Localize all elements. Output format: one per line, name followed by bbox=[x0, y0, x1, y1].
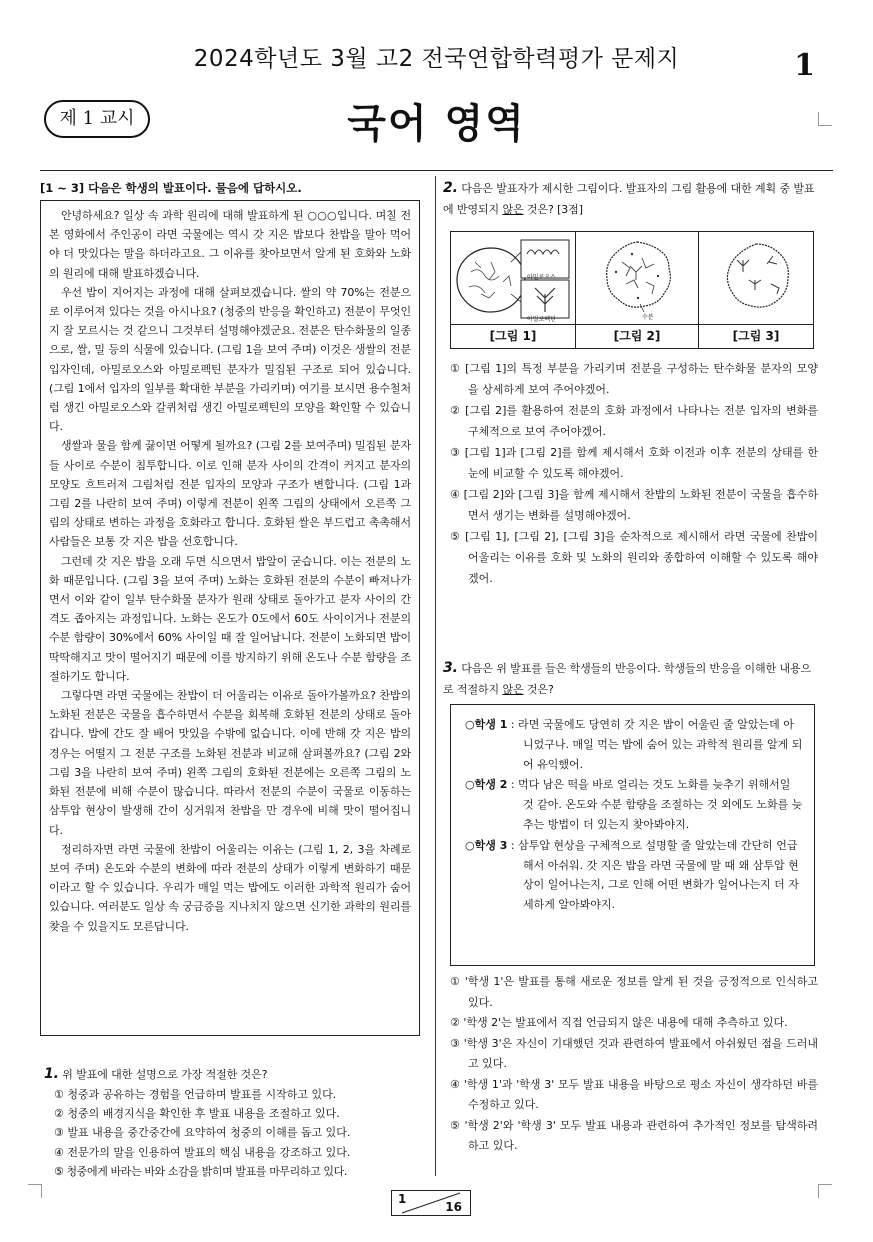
student-name: 학생 1 bbox=[474, 718, 508, 731]
passage-box bbox=[40, 200, 420, 1036]
passage-paragraph: 정리하자면 라면 국물에 찬밥이 어울리는 이유는 (그림 1, 2, 3을 차례로 보여 주며) 온도와 수분의 변화에 따라 전분의 상태가 이렇게 변화하기 때문이라고 할 수 있습니다. 우리가 매일 먹는 밥에도 이러한 과학적 원리가 숨어 있습니다. 여러분도 일상 속 궁금증을 지나치지 않으면 신기한 과학의 원리를 찾을 수 있을지도 모른답니다. bbox=[49, 842, 411, 933]
figure-3-retrograded-granule bbox=[699, 232, 813, 324]
option[interactable]: ③ 발표 내용을 중간중간에 요약하여 청중의 이해를 돕고 있다. bbox=[54, 1126, 351, 1140]
set-title: [1 ~ 3] 다음은 학생의 발표이다. 물음에 답하시오. bbox=[40, 181, 302, 195]
student-responses-box bbox=[450, 704, 815, 966]
question-2-stem bbox=[443, 178, 818, 220]
question-stem-underline: 않은 bbox=[502, 683, 524, 696]
figure-2-gelatinized-granule bbox=[576, 232, 698, 324]
question-1 bbox=[44, 1064, 424, 1181]
option[interactable]: ③ '학생 3'은 자신이 기대했던 것과 관련하여 발표에서 아쉬웠던 점을 드러내고 있다. bbox=[450, 1036, 818, 1070]
question-3-options bbox=[450, 972, 818, 1157]
exam-title: 2024학년도 3월 고2 전국연합학력평가 문제지 bbox=[193, 46, 680, 72]
student-response: ○학생 1 : 라면 국물에도 당연히 갓 지은 밥이 어울린 줄 알았는데 아니었구나. 매일 먹는 밥에 숨어 있는 과학적 원리를 알게 되어 유익했어. bbox=[465, 718, 803, 771]
option[interactable]: ① '학생 1'은 발표를 통해 새로운 정보를 알게 된 것을 긍정적으로 인식하고 있다. bbox=[450, 975, 818, 1009]
student-name: 학생 2 bbox=[474, 778, 508, 792]
figure-2-cell bbox=[576, 232, 699, 348]
period-badge: 제 1 교시 bbox=[44, 100, 150, 138]
current-page: 1 bbox=[398, 1192, 407, 1206]
option[interactable]: ② [그림 2]를 활용하여 전분의 호화 과정에서 나타나는 전분 입자의 변화를 구체적으로 보여 주어야겠어. bbox=[450, 404, 818, 438]
corner-mark-top-right bbox=[818, 112, 832, 126]
student-text: : 먹다 남은 떡을 바로 얼리는 것도 노화를 늦추기 위해서일 것 같아. 온도와 수분 함량을 조절하는 것 외에도 노화를 늦추는 방법이 더 있는지 찾아봐야지. bbox=[510, 778, 803, 831]
figure-label: 아밀로오스 bbox=[527, 274, 556, 281]
column-divider bbox=[435, 176, 436, 1176]
question-stem-part: 다음은 발표자가 제시한 그림이다. 발표자의 그림 활용에 대한 계획 중 발표에 반영되지 bbox=[443, 182, 815, 216]
question-number: 2. bbox=[443, 180, 458, 196]
question-stem: 위 발표에 대한 설명으로 가장 적절한 것은? bbox=[62, 1068, 268, 1081]
question-stem-part: 다음은 위 발표를 들은 학생들의 반응이다. 학생들의 반응을 이해한 내용으로 적절하지 bbox=[443, 662, 812, 696]
corner-mark-bottom-right bbox=[818, 1184, 832, 1198]
option[interactable]: ④ 전문가의 말을 인용하여 발표의 핵심 내용을 강조하고 있다. bbox=[54, 1145, 351, 1159]
option[interactable]: ③ [그림 1]과 [그림 2]를 함께 제시해서 호화 이전과 이후 전분의 상태를 한눈에 비교할 수 있도록 해야겠어. bbox=[450, 446, 818, 480]
figure-caption: [그림 1] bbox=[451, 324, 575, 348]
passage-paragraph: 우선 밥이 지어지는 과정에 대해 살펴보겠습니다. 쌀의 약 70%는 전분으로 이루어져 있다는 것을 아시나요? (청중의 반응을 확인하고) 전분이 무엇인지 잘 모르시는 것 같으니 그것부터 설명해야겠군요. 전분은 탄수화물의 일종으로, 쌀, 밀 등의 식물에 있습니다. (그림 1을 보여 주며) 이것은 생쌀의 전분 입자인데, 아밀로오스와 아밀로펙틴 분자가 밀집된 구조로 되어 있습니다. (그림 1에서 입자의 일부를 확대한 부분을 가리키며) 여기를 보시면 용수철처럼 생긴 아밀로오스와 갈퀴처럼 생긴 아밀로펙틴의 모양을 확인할 수 있습니다. bbox=[49, 285, 411, 434]
passage-paragraph: 그런데 갓 지은 밥을 오래 두면 식으면서 밥알이 굳습니다. 이는 전분의 노화 때문입니다. (그림 3을 보여 주며) 노화는 호화된 전분의 수분이 빠져나가면서 이와 같이 일부 탄수화물 분자가 원래 상태로 돌아가고 분자 사이의 간격도 좁아지는 과정입니다. 노화는 온도가 0도에서 60도 사이이거나 전분의 수분 함량이 30%에서 60% 사이일 때 잘 일어납니다. 전분이 노화되면 밥이 딱딱해지고 맛이 떨어지기 때문에 이를 방지하기 위해 온도나 수분 함량을 조절하기도 합니다. bbox=[49, 554, 411, 683]
page-number: 1 bbox=[794, 48, 815, 83]
student-text: : 삼투압 현상을 구체적으로 설명할 줄 알았는데 간단히 언급해서 아쉬워. 갓 지은 밥을 라면 국물에 말 때 왜 삼투압 현상이 일어나는지, 그로 인해 어떤 변화가 일어나는지 더 자세하게 알아봐야지. bbox=[510, 838, 799, 912]
subject-title: 국어 영역 bbox=[347, 101, 526, 147]
student-response: ○학생 2 : 먹다 남은 떡을 바로 얼리는 것도 노화를 늦추기 위해서일 것 같아. 온도와 수분 함량을 조절하는 것 외에도 노화를 늦추는 방법이 더 있는지 찾아봐야지. bbox=[465, 778, 803, 831]
passage-paragraph: 생쌀과 물을 함께 끓이면 어떻게 될까요? (그림 2를 보여주며) 밀집된 분자들 사이로 수분이 침투합니다. 이로 인해 분자 사이의 간격이 커지고 분자의 모양도 흐트러져 그림처럼 전분 입자의 모양과 구조가 변합니다. (그림 1과 그림 2를 나란히 보여 주며) 이렇게 전분이 왼쪽 그림의 상태에서 오른쪽 그림의 상태로 변하는 과정을 호화라고 합니다. 호화된 쌀은 부드럽고 촉촉해서 사람들은 보통 갓 지은 밥을 선호합니다. bbox=[49, 439, 411, 549]
option[interactable]: ④ [그림 2]와 [그림 3]을 함께 제시해서 찬밥의 노화된 전분이 국물을 흡수하면서 생기는 변화를 설명해야겠어. bbox=[450, 488, 818, 522]
question-stem-underline: 않은 bbox=[502, 203, 524, 216]
corner-mark-bottom-left bbox=[28, 1184, 42, 1198]
option[interactable]: ⑤ '학생 2'와 '학생 3' 모두 발표 내용과 관련하여 추가적인 정보를 탐색하려 하고 있다. bbox=[450, 1118, 818, 1152]
option[interactable]: ⑤ 청중에게 바라는 바와 소감을 밝히며 발표를 마무리하고 있다. bbox=[54, 1164, 347, 1178]
figure-3-cell bbox=[699, 232, 813, 348]
question-stem-part: 것은? [3점] bbox=[523, 203, 583, 216]
figure-caption: [그림 2] bbox=[576, 324, 698, 348]
question-stem-part: 것은? bbox=[523, 683, 554, 696]
option[interactable]: ① 청중과 공유하는 경험을 언급하며 발표를 시작하고 있다. bbox=[54, 1088, 337, 1101]
option[interactable]: ② 청중의 배경지식을 확인한 후 발표 내용을 조절하고 있다. bbox=[54, 1107, 340, 1121]
header-rule bbox=[40, 170, 833, 171]
student-response: ○학생 3 : 삼투압 현상을 구체적으로 설명할 줄 알았는데 간단히 언급해서 아쉬워. 갓 지은 밥을 라면 국물에 말 때 왜 삼투압 현상이 일어나는지, 그로 인해 어떤 변화가 일어나는지 더 자세하게 알아봐야지. bbox=[465, 838, 799, 912]
option[interactable]: ② '학생 2'는 발표에서 직접 언급되지 않은 내용에 대해 추측하고 있다. bbox=[450, 1016, 788, 1029]
passage-paragraph: 안녕하세요? 일상 속 과학 원리에 대해 발표하게 된 ○○○입니다. 며칠 전 본 영화에서 주인공이 라면 국물에는 역시 갓 지은 밥보다 찬밥을 말아 먹어야 더 맛있다는 말을 하더라고요. 그 이유를 찾아보면서 알게 된 호화와 노화의 원리에 대해 발표하겠습니다. bbox=[49, 209, 411, 280]
passage-paragraph: 그렇다면 라면 국물에는 찬밥이 더 어울리는 이유로 돌아가볼까요? 찬밥의 노화된 전분은 국물을 흡수하면서 수분을 회복해 호화된 전분의 상태로 돌아갑니다. 밥에 간도 잘 배어 맛있을 수밖에 없습니다. 이에 반해 갓 지은 밥의 경우는 어떨지 그 전분 구조를 노화된 전분과 비교해 살펴볼까요? (그림 2와 그림 3을 나란히 보여 주며) 왼쪽 그림의 호화된 전분에는 오른쪽 그림의 노화된 전분에 비해 수분이 많습니다. 따라서 전분의 수분이 국물로 이동하는 삼투압 현상이 발생해 간이 싱거워져 찬밥을 만 경우에 비해 맛이 떨어집니다. bbox=[49, 689, 411, 837]
student-text: : 라면 국물에도 당연히 갓 지은 밥이 어울린 줄 알았는데 아니었구나. 매일 먹는 밥에 숨어 있는 과학적 원리를 알게 되어 유익했어. bbox=[510, 718, 803, 771]
option[interactable]: ⑤ [그림 1], [그림 2], [그림 3]을 순차적으로 제시해서 라면 국물에 찬밥이 어울리는 이유를 호화 및 노화의 원리와 종합하여 이해할 수 있도록 해야겠어. bbox=[450, 530, 818, 585]
question-3-stem bbox=[443, 658, 818, 700]
option[interactable]: ④ '학생 1'과 '학생 3' 모두 발표 내용을 바탕으로 평소 자신이 생각하던 바를 수정하고 있다. bbox=[450, 1077, 818, 1111]
question-2-options bbox=[450, 358, 818, 589]
question-number: 1. bbox=[44, 1066, 59, 1082]
figure-table bbox=[450, 231, 814, 349]
total-pages: 16 bbox=[445, 1200, 462, 1214]
figure-1-cell bbox=[451, 232, 576, 348]
student-name: 학생 3 bbox=[474, 838, 508, 852]
page-indicator bbox=[391, 1190, 471, 1216]
question-number: 3. bbox=[443, 660, 458, 676]
option[interactable]: ① [그림 1]의 특정 부분을 가리키며 전분을 구성하는 탄수화물 분자의 모양을 상세하게 보여 주어야겠어. bbox=[450, 362, 818, 396]
figure-1-starch-granule bbox=[451, 232, 575, 324]
figure-label: 수분 bbox=[642, 314, 654, 321]
figure-caption: [그림 3] bbox=[699, 324, 813, 348]
figure-label: 아밀로펙틴 bbox=[527, 316, 556, 323]
